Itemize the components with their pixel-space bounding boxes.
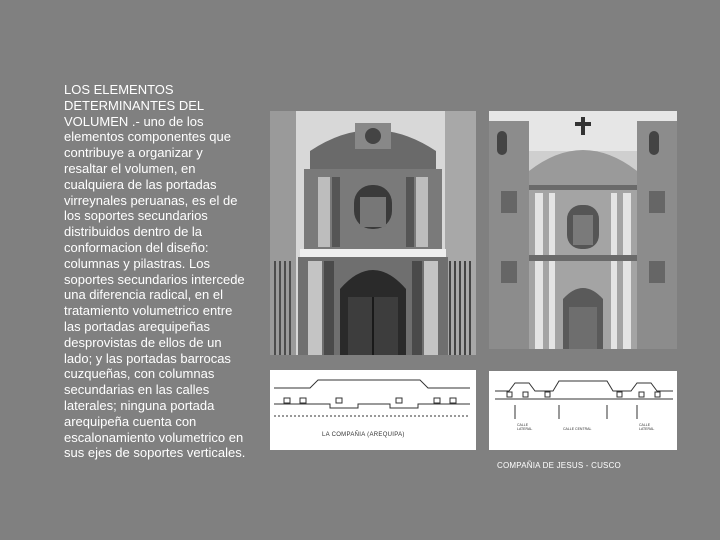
cusco-plan-drawing [489,371,677,450]
arequipa-facade-photo [270,111,476,355]
cusco-facade-photo [489,111,677,349]
arequipa-plan-drawing [270,370,476,450]
calle-lateral-left-label: CALLE LATERAL [517,423,533,431]
body-text: LOS ELEMENTOS DETERMINANTES DEL VOLUMEN .- uno de los elementos componentes que contribuye a organizar y resaltar el volumen, en cualquiera de las portadas virreynales peruanas, es el de los soportes secundarios distribuidos dentro de la conformacion del diseño: columnas y pilastras. Los soportes secundarios intercede una diferencia radical, en el tratamiento volumetrico entre las portadas arequipeñas desprovistas de ellos de un lado; y las portadas barrocas cuzqueñas, con columnas secundarias en las calles laterales; ninguna portada arequipeña cuenta con escalonamiento volumetrico en sus ejes de soportes verticales. [64,82,246,461]
calle-lateral-right-label: CALLE LATERAL [639,423,655,431]
calle-central-label: CALLE CENTRAL [563,427,592,431]
right-caption: COMPAÑIA DE JESUS - CUSCO [497,461,621,470]
left-plan-caption: LA COMPAÑIA (AREQUIPA) [322,432,405,438]
